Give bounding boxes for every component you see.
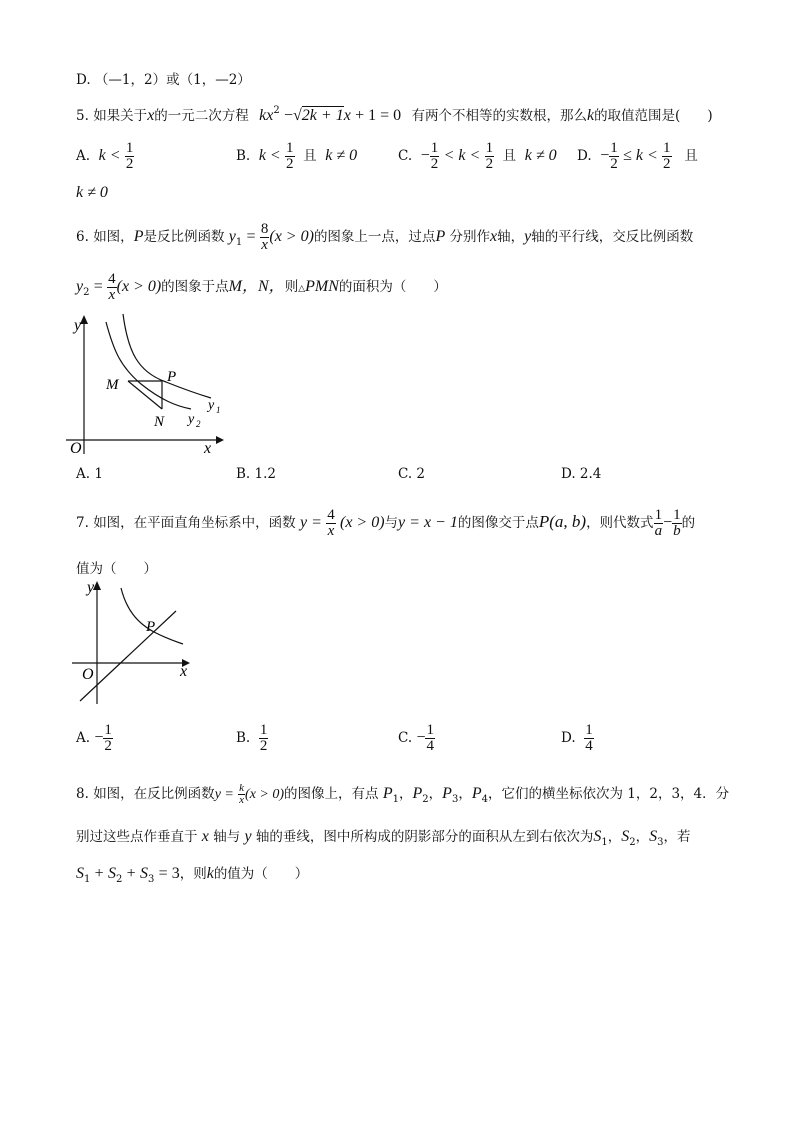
- option-label: D.: [561, 730, 576, 746]
- q5-option-c: [398, 141, 557, 172]
- sum-S2-sub: 2: [116, 874, 123, 885]
- q5-var-k: k: [586, 107, 595, 124]
- q7-option-c: [398, 723, 435, 754]
- comma: ，: [428, 786, 443, 802]
- q8-text2: 的图像上，有点: [284, 786, 379, 802]
- q8-line3a: ，则: [179, 866, 207, 882]
- q6-x: x: [490, 228, 498, 245]
- label-O: O: [70, 440, 82, 457]
- fraction: $\frac{8}{x}$: [260, 221, 269, 253]
- q8-S1: S: [593, 828, 602, 845]
- label-x: x: [180, 663, 188, 680]
- option-label: B.: [236, 148, 251, 164]
- sum-S3: S: [140, 865, 148, 882]
- option-label: C.: [398, 148, 413, 164]
- label-x: x: [204, 440, 212, 457]
- q6-eq: =: [93, 278, 103, 295]
- label-y: y: [87, 579, 95, 596]
- q7-figure: [66, 578, 196, 708]
- label-y2-sub: 2: [196, 419, 201, 429]
- eq-minus: −: [283, 107, 294, 124]
- q7-line: y = x − 1: [398, 514, 458, 531]
- minus-sign: −: [663, 514, 673, 531]
- label-N: N: [154, 414, 165, 430]
- fraction: $\frac{1}{2}$: [485, 140, 494, 172]
- q8-text1: 如图，在反比例函数: [93, 786, 215, 802]
- eq-k: k: [259, 107, 267, 124]
- fraction: $\frac{1}{2}$: [430, 140, 439, 172]
- option-lhs: k <: [98, 147, 121, 164]
- q4-option-d: D. （—1，2）或（1，—2）: [76, 72, 251, 88]
- q6-P: P: [133, 228, 144, 245]
- label-P: P: [167, 369, 177, 385]
- q8-line2d: ，若: [663, 829, 691, 845]
- q7-text3: 的图像交于点: [457, 515, 539, 531]
- q6-eq: =: [246, 228, 256, 245]
- q6-text5: 轴，: [497, 229, 525, 245]
- q7-text1: 如图，在平面直角坐标系中，函数: [93, 515, 296, 531]
- q7-domain: (x > 0): [339, 514, 385, 531]
- fraction: $\frac{1}{4}$: [585, 722, 593, 754]
- q5-stem-pre: 如果关于: [93, 108, 148, 124]
- q6-text2: 是反比例函数: [143, 229, 225, 245]
- label-y2: y: [188, 412, 195, 427]
- fraction: $\frac{1}{2}$: [663, 140, 671, 172]
- q6-text7: 的图象于点: [161, 279, 229, 295]
- eq-x2: x: [343, 107, 351, 124]
- fraction: $\frac{1}{2}$: [259, 722, 268, 754]
- q7-text4: ，则代数式: [586, 515, 654, 531]
- q6-number: 6.: [76, 229, 89, 245]
- eq-tail: + 1 = 0: [355, 107, 402, 124]
- sum-S1-sub: 1: [84, 874, 91, 885]
- option-label: D.: [577, 148, 592, 164]
- q6-domain: (x > 0): [269, 228, 314, 245]
- q5-equation: [259, 105, 405, 124]
- q8-domain: (x > 0): [245, 787, 285, 802]
- q7-number: 7.: [76, 515, 89, 531]
- q5-option-a: [76, 141, 134, 172]
- q8-func: y =: [214, 787, 234, 802]
- q8-k: k: [206, 865, 214, 882]
- label-y1-sub: 1: [216, 405, 221, 415]
- comma: ，: [458, 786, 472, 802]
- q8-P4-sub: 4: [481, 794, 488, 805]
- y-axis-arrow: [80, 315, 88, 324]
- fraction: $\frac{1}{2}$: [125, 140, 134, 172]
- option-lhs: k <: [258, 147, 281, 164]
- fraction: $\frac{4}{x}$: [108, 271, 116, 303]
- y-axis-arrow: [93, 581, 101, 590]
- x-axis-arrow: [216, 436, 224, 444]
- q5-stem-mid: 的一元二次方程: [154, 108, 249, 124]
- q6-text3: 的图象上一点，过点: [313, 229, 436, 245]
- q6-figure: [66, 312, 226, 457]
- q8-P1: P: [382, 785, 393, 802]
- sum-S3-sub: 3: [148, 874, 155, 885]
- q8-P2-sub: 2: [422, 794, 429, 805]
- q6-y2-sub: 2: [83, 287, 90, 298]
- q5-var-x: x: [147, 107, 155, 124]
- fraction: $\frac{1}{2}$: [286, 140, 294, 172]
- q8-P1-sub: 1: [392, 794, 399, 805]
- q8-S2-sub: 2: [629, 837, 636, 848]
- fraction: $\frac{1}{2}$: [610, 140, 618, 172]
- q8-P3-sub: 3: [451, 794, 459, 805]
- q6-text1: 如图，: [93, 229, 134, 245]
- option-cond: k ≠ 0: [325, 147, 358, 164]
- fraction: $\frac{1}{a}$: [654, 507, 663, 539]
- q8-y: y: [244, 828, 252, 845]
- plus-sign: +: [126, 865, 136, 882]
- q7-line1: [76, 508, 695, 539]
- q5-option-d: [577, 141, 698, 172]
- q8-line3: [76, 862, 308, 885]
- q6-text8: 则: [284, 279, 299, 295]
- q8-line2c: 轴的垂线，图中所构成的阴影部分的面积从左到右依次为: [255, 829, 594, 845]
- q6-text4: 分别作: [449, 229, 491, 245]
- q8-line2b: 轴与: [213, 829, 241, 845]
- label-P: P: [146, 619, 156, 635]
- curve-hyperbola: [121, 588, 183, 644]
- q6-option-c: C. 2: [398, 466, 426, 482]
- q6-PMN: PMN: [305, 278, 339, 295]
- neg-sign: −: [94, 729, 104, 746]
- eq-x: x: [266, 107, 274, 124]
- fraction: $\frac{1}{2}$: [104, 722, 112, 754]
- q5-stem-post: 有两个不相等的实数根，那么: [411, 108, 587, 124]
- option-label: A.: [76, 730, 91, 746]
- and-word: 且: [303, 148, 317, 164]
- q6-domain: (x > 0): [116, 278, 162, 295]
- q8-line2a: 别过这些点作垂直于: [76, 829, 198, 845]
- option-cond: k ≠ 0: [524, 147, 557, 164]
- fraction: $\frac{1}{b}$: [673, 507, 681, 539]
- q8-S1-sub: 1: [601, 837, 608, 848]
- q7-option-d: [561, 723, 594, 754]
- fraction: $\frac{k}{x}$: [239, 782, 245, 806]
- q7-option-b: [236, 723, 268, 754]
- comma: ，: [399, 786, 413, 802]
- q6-MN: M，N，: [228, 278, 285, 295]
- label-M: M: [106, 377, 119, 393]
- q6-line1: [76, 222, 693, 253]
- q8-P3: P: [442, 785, 452, 802]
- q6-text9: 的面积为（ ）: [338, 279, 447, 295]
- q8-line2: [76, 825, 691, 848]
- sqrt-sign: √: [293, 107, 302, 124]
- q8-S3-sub: 3: [657, 837, 664, 848]
- q6-text6: 轴的平行线，交反比例函数: [531, 229, 694, 245]
- option-cond: k ≠ 0: [76, 184, 108, 201]
- option-label: A.: [76, 148, 91, 164]
- q7-text5: 的: [681, 515, 696, 531]
- option-mid: ≤ k <: [623, 147, 658, 164]
- q6-option-a: A. 1: [76, 466, 103, 482]
- q5-option-b: [236, 141, 357, 172]
- plus-sign: +: [94, 865, 104, 882]
- q7-line2: 值为（ ）: [76, 561, 157, 577]
- sum-S1: S: [76, 865, 84, 882]
- neg-sign: −: [420, 147, 430, 164]
- curve-y1: [123, 314, 211, 398]
- q8-number: 8.: [76, 786, 89, 802]
- q7-text2: 与: [384, 515, 399, 531]
- and-word: 且: [502, 148, 517, 164]
- line-y-x-minus-1: [80, 611, 176, 701]
- q6-option-d: D. 2.4: [561, 466, 602, 482]
- comma: ，: [607, 829, 622, 845]
- triangle-symbol: △: [298, 284, 306, 294]
- q6-y: y: [524, 228, 532, 245]
- q8-line3b: 的值为（ ）: [213, 866, 309, 882]
- and-word: 且: [684, 148, 698, 164]
- q5-option-d-cont: [76, 182, 108, 202]
- q6-y1-sub: 1: [235, 237, 243, 248]
- label-y1: y: [208, 398, 215, 413]
- q6-option-b: B. 1.2: [236, 466, 276, 482]
- neg-sign: −: [416, 729, 426, 746]
- q5-number: 5.: [76, 108, 89, 124]
- label-O: O: [82, 666, 94, 683]
- q6-P: P: [435, 228, 446, 245]
- q7-option-a: [76, 723, 113, 754]
- curve-y2: [106, 322, 191, 409]
- q8-P4: P: [471, 785, 482, 802]
- neg-sign: −: [600, 147, 610, 164]
- option-label: B.: [236, 730, 251, 746]
- q6-y1: y: [228, 228, 236, 245]
- option-mid: < k <: [443, 147, 481, 164]
- q8-x: x: [201, 828, 209, 845]
- q8-P2: P: [412, 785, 423, 802]
- q6-y2: y: [76, 278, 84, 295]
- q8-S3: S: [649, 828, 658, 845]
- q8-text3: ，它们的横坐标依次为 1，2，3，4．分: [487, 786, 730, 802]
- q5-stem: [76, 104, 713, 125]
- fraction: $\frac{1}{4}$: [426, 722, 434, 754]
- q8-S2: S: [621, 828, 630, 845]
- eq-radicand: 2k + 1: [301, 107, 344, 124]
- q7-func: y =: [299, 514, 322, 531]
- q7-point: P(a, b): [538, 512, 587, 531]
- q8-line1: [76, 782, 729, 806]
- q5-stem-end: 的取值范围是( ): [594, 108, 713, 124]
- comma: ，: [635, 829, 650, 845]
- eq-sq: 2: [273, 105, 280, 116]
- fraction: $\frac{4}{x}$: [327, 507, 335, 539]
- label-y: y: [74, 317, 82, 334]
- option-label: C.: [398, 730, 413, 746]
- sum-eq: = 3: [158, 865, 180, 882]
- sum-S2: S: [108, 865, 116, 882]
- q6-line2: [76, 272, 447, 303]
